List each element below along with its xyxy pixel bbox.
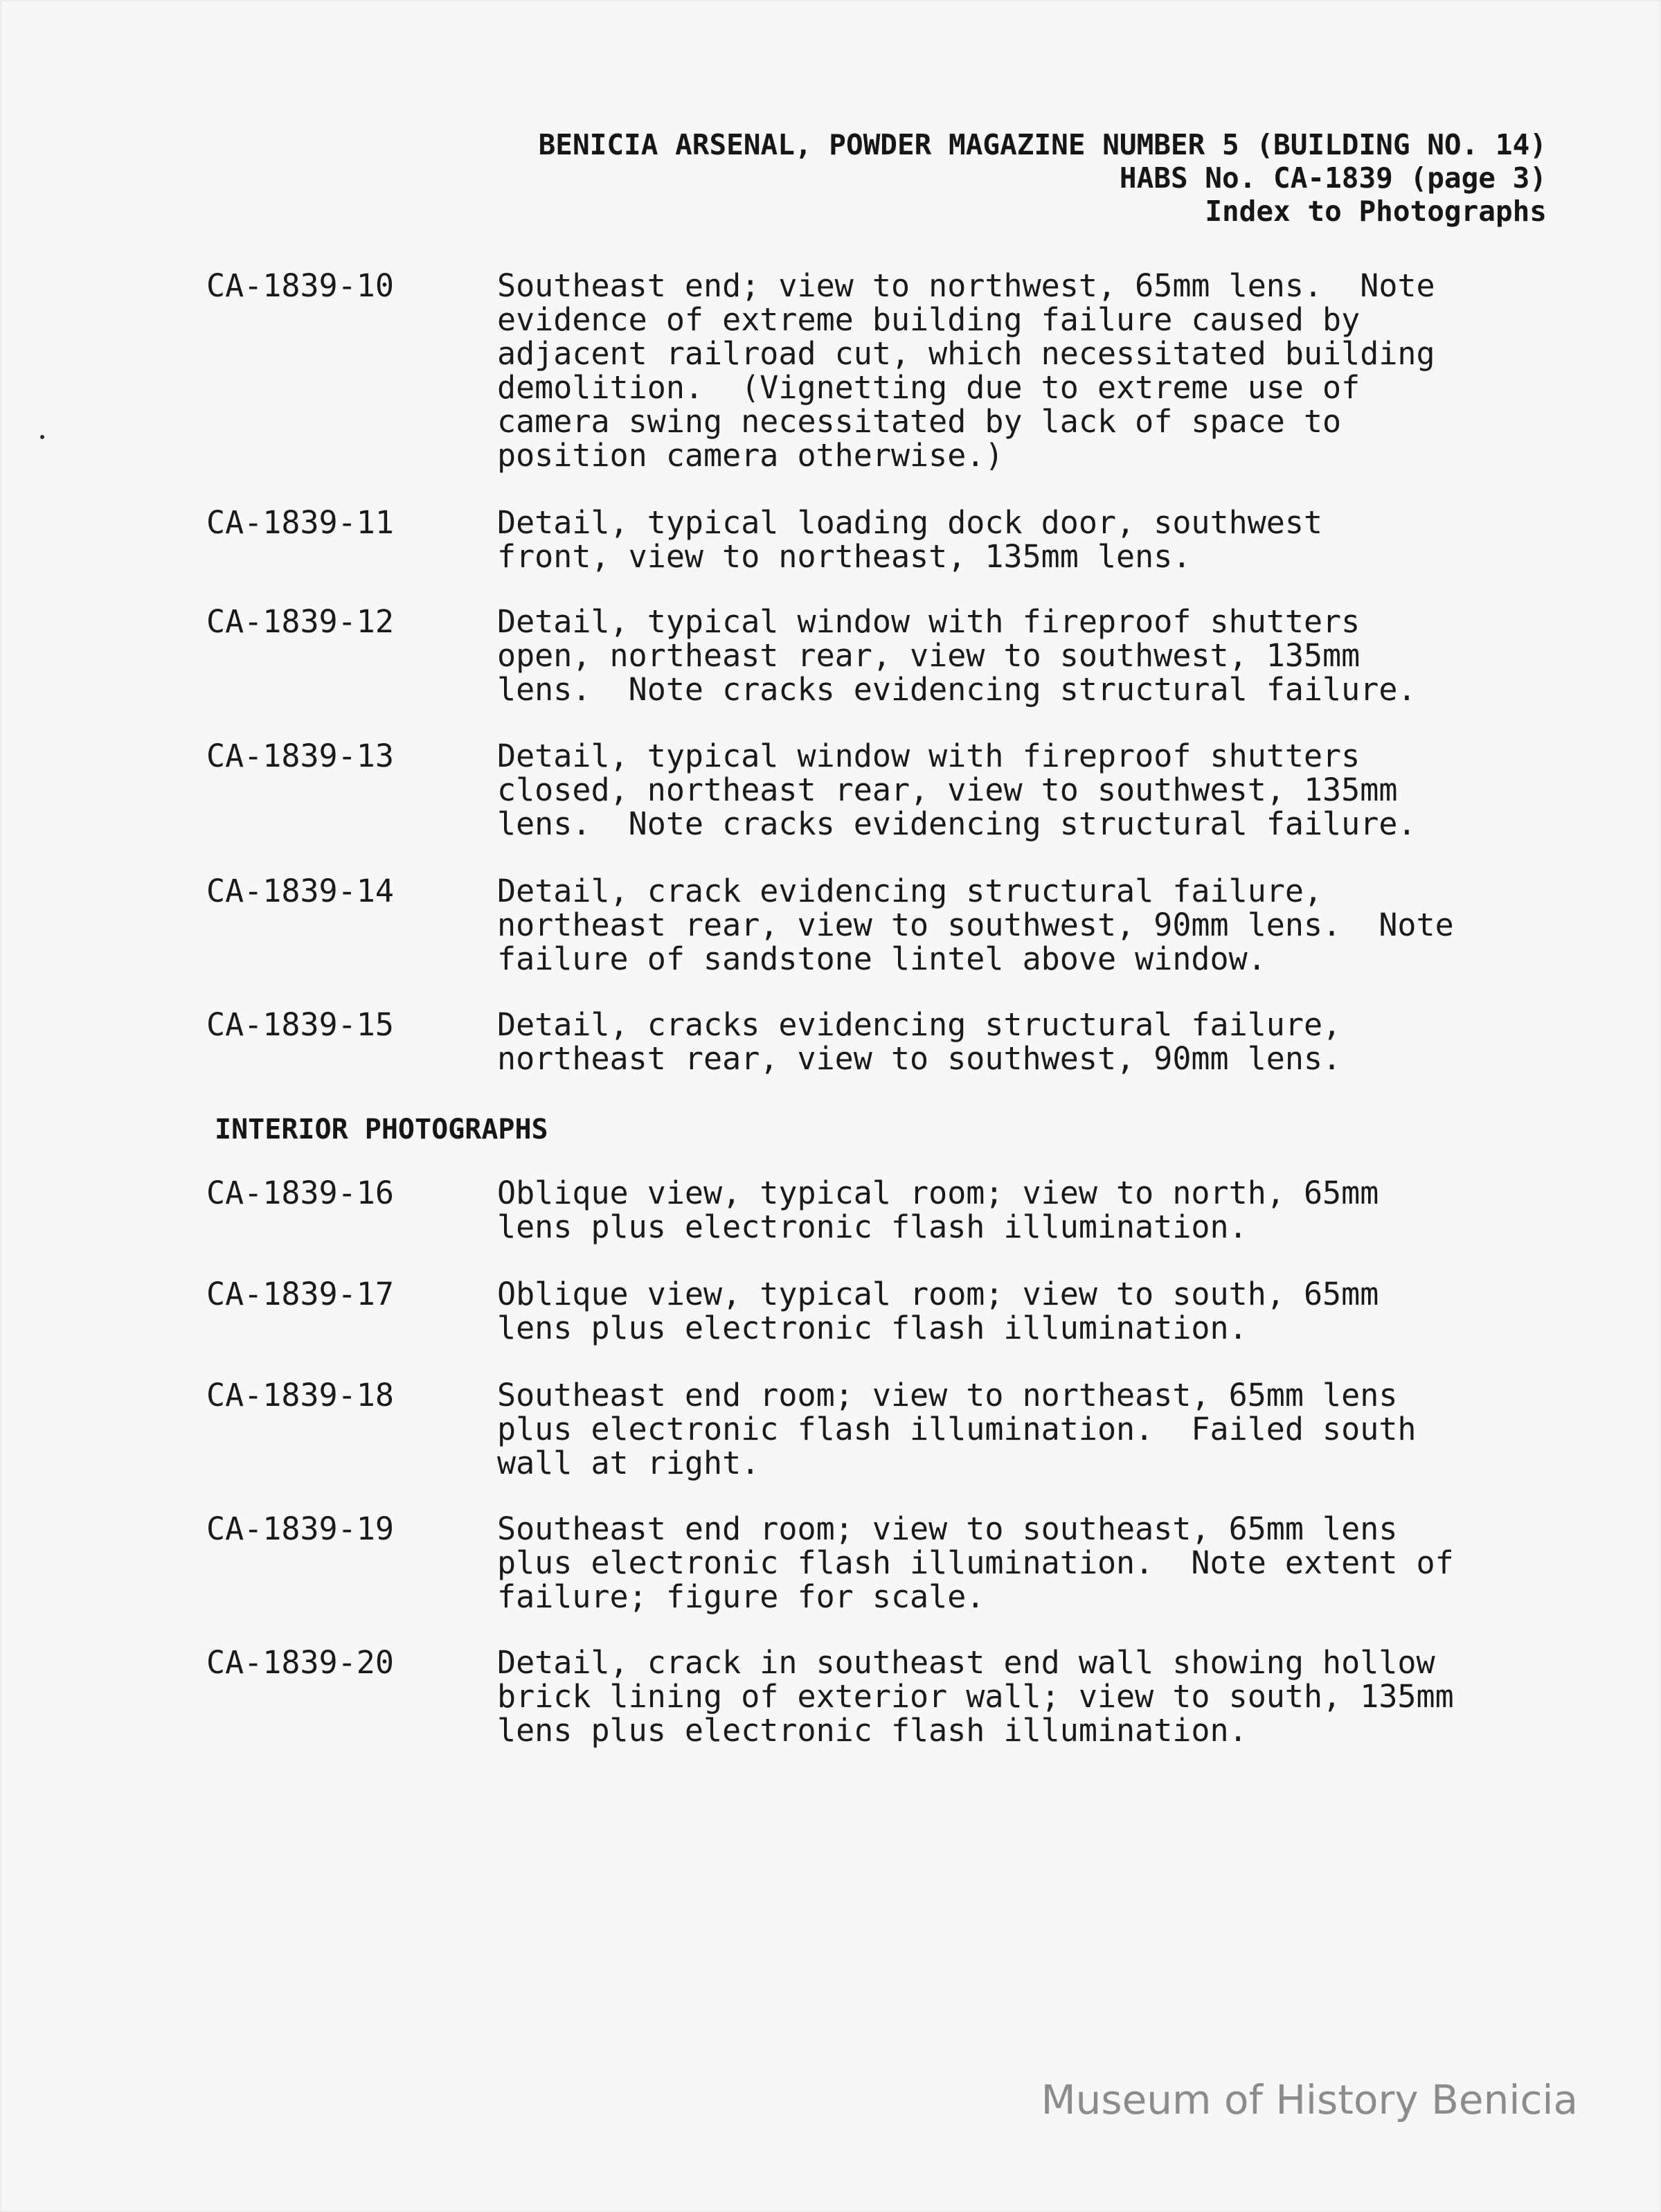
photo-caption: [497, 1512, 1563, 1614]
photo-id: CA-1839-12: [206, 603, 394, 640]
photo-id: CA-1839-17: [206, 1276, 394, 1312]
caption-line: lens plus electronic flash illumination.: [497, 1310, 1248, 1346]
caption-line: evidence of extreme building failure caused by: [497, 301, 1361, 338]
document-header: [539, 128, 1547, 228]
caption-line: Detail, typical window with fireproof shutters: [497, 603, 1361, 640]
caption-line: Southeast end room; view to southeast, 65mm lens: [497, 1510, 1398, 1547]
caption-line: position camera otherwise.): [497, 437, 1004, 474]
caption-line: demolition. (Vignetting due to extreme use of: [497, 369, 1361, 406]
header-index-label: Index to Photographs: [1205, 195, 1547, 228]
photo-caption: [497, 269, 1563, 472]
caption-line: Detail, typical window with fireproof shutters: [497, 738, 1361, 774]
caption-line: camera swing necessitated by lack of space to: [497, 403, 1342, 440]
caption-line: brick lining of exterior wall; view to south, 135mm: [497, 1678, 1454, 1715]
caption-line: lens plus electronic flash illumination.: [497, 1712, 1248, 1749]
caption-line: lens plus electronic flash illumination.: [497, 1208, 1248, 1245]
caption-line: Detail, typical loading dock door, southwest: [497, 504, 1323, 541]
caption-line: adjacent railroad cut, which necessitated building: [497, 335, 1435, 372]
caption-line: wall at right.: [497, 1445, 760, 1481]
caption-line: Detail, cracks evidencing structural failure,: [497, 1006, 1342, 1043]
photo-id: CA-1839-16: [206, 1175, 394, 1211]
photo-caption: [497, 1277, 1563, 1345]
photo-caption: [497, 874, 1563, 976]
photo-id: CA-1839-19: [206, 1510, 394, 1547]
caption-line: failure of sandstone lintel above window.: [497, 940, 1266, 977]
photo-caption: [497, 1008, 1563, 1076]
caption-line: Detail, crack in southeast end wall showing hollow: [497, 1644, 1435, 1681]
header-habs-number: HABS No. CA-1839 (page 3): [1119, 161, 1547, 195]
photo-caption: [497, 1645, 1563, 1747]
header-title: BENICIA ARSENAL, POWDER MAGAZINE NUMBER 5 (BUILDING NO. 14): [538, 128, 1547, 161]
caption-line: northeast rear, view to southwest, 90mm lens.: [497, 1040, 1342, 1077]
caption-line: failure; figure for scale.: [497, 1578, 985, 1615]
caption-line: lens. Note cracks evidencing structural failure.: [497, 671, 1417, 708]
caption-line: Southeast end; view to northwest, 65mm lens. Note: [497, 267, 1435, 304]
photo-caption: [497, 1378, 1563, 1480]
scan-speck: [40, 435, 44, 439]
photo-caption: [497, 506, 1563, 573]
photo-id: CA-1839-18: [206, 1377, 394, 1413]
caption-line: Southeast end room; view to northeast, 65mm lens: [497, 1377, 1398, 1413]
caption-line: closed, northeast rear, view to southwest, 135mm: [497, 771, 1398, 808]
caption-line: front, view to northeast, 135mm lens.: [497, 538, 1192, 575]
interior-section-heading: INTERIOR PHOTOGRAPHS: [215, 1114, 548, 1145]
caption-line: lens. Note cracks evidencing structural failure.: [497, 805, 1417, 842]
caption-line: northeast rear, view to southwest, 90mm lens. Note: [497, 907, 1454, 943]
photo-id: CA-1839-14: [206, 873, 394, 909]
photo-id: CA-1839-11: [206, 504, 394, 541]
museum-watermark: Museum of History Benicia: [1041, 2076, 1578, 2123]
photo-caption: [497, 1176, 1563, 1244]
photo-id: CA-1839-13: [206, 738, 394, 774]
photo-caption: [497, 739, 1563, 841]
caption-line: plus electronic flash illumination. Failed south: [497, 1411, 1417, 1447]
caption-line: Detail, crack evidencing structural failure,: [497, 873, 1323, 909]
caption-line: plus electronic flash illumination. Note extent of: [497, 1544, 1454, 1581]
photo-id: CA-1839-20: [206, 1644, 394, 1681]
photo-id: CA-1839-10: [206, 267, 394, 304]
photo-caption: [497, 605, 1563, 706]
caption-line: Oblique view, typical room; view to north, 65mm: [497, 1175, 1379, 1211]
caption-line: open, northeast rear, view to southwest, 135mm: [497, 637, 1361, 674]
photo-id: CA-1839-15: [206, 1006, 394, 1043]
caption-line: Oblique view, typical room; view to south, 65mm: [497, 1276, 1379, 1312]
